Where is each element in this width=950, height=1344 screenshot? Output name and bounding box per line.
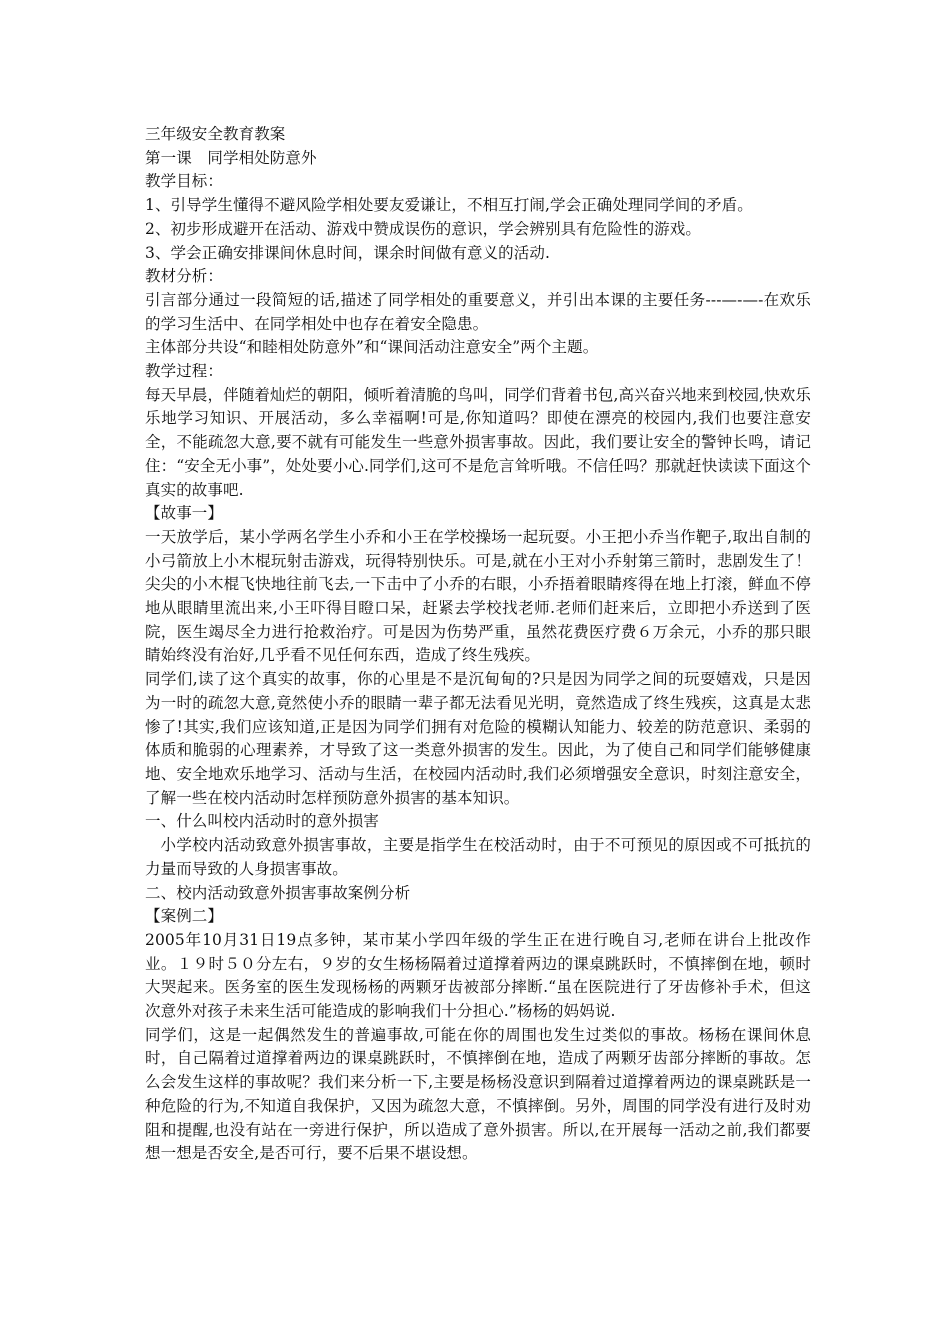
story-paragraph: 一天放学后，某小学两名学生小乔和小王在学校操场一起玩耍。小王把小乔当作靶子,取出自制的小弓箭放上小木棍玩射击游戏，玩得特别快乐。可是,就在小王对小乔射第三箭时，悲剧发生了！尖尖的小木棍飞快地往前飞去,一下击中了小乔的右眼，小乔捂着眼睛疼得在地上打滚，鲜血不停地从眼睛里流出来,小王吓得目瞪口呆，赶紧去学校找老师.老师们赶来后，立即把小乔送到了医院，医生竭尽全力进行抢救治疗。可是因为伤势严重，虽然花费医疗费６万余元，小乔的那只眼睛始终没有治好,几乎看不见任何东西，造成了终生残疾。 <box>145 527 811 665</box>
objective-item: 1、引导学生懂得不避风险学相处要友爱谦让，不相互打闹,学会正确处理同学间的矛盾。 <box>145 196 753 215</box>
objective-item: 2、初步形成避开在活动、游戏中赞成误伤的意识，学会辨别具有危险性的游戏。 <box>145 219 701 238</box>
analysis-paragraph: 主体部分共设“和睦相处防意外”和“课间活动注意安全”两个主题。 <box>145 338 599 357</box>
analysis-heading: 教材分析： <box>145 267 224 286</box>
lesson-title: 第一课 同学相处防意外 <box>145 148 317 167</box>
story-heading: 【故事一】 <box>145 504 224 523</box>
section-paragraph: 小学校内活动致意外损害事故，主要是指学生在校活动时，由于不可预见的原因或不可抵抗的力量而导致的人身损害事故。 <box>145 836 811 878</box>
section-heading: 一、什么叫校内活动时的意外损害 <box>145 812 380 831</box>
objective-item: 3、学会正确安排课间休息时间，课余时间做有意义的活动. <box>145 243 550 262</box>
case-heading: 【案例二】 <box>145 907 224 926</box>
analysis-paragraph: 引言部分通过一段简短的话,描述了同学相处的重要意义，并引出本课的主要任务---—-—-在欢乐的学习生活中、在同学相处中也存在着安全隐患。 <box>145 290 811 333</box>
process-heading: 教学过程： <box>145 362 224 381</box>
objectives-heading: 教学目标： <box>145 172 224 191</box>
case-paragraph: 同学们，这是一起偶然发生的普遍事故,可能在你的周围也发生过类似的事故。杨杨在课间休息时，自己隔着过道撑着两边的课桌跳跃时，不慎摔倒在地，造成了两颗牙齿部分摔断的事故。怎么会发生这样的事故呢？我们来分析一下,主要是杨杨没意识到隔着过道撑着两边的课桌跳跃是一种危险的行为,不知道自我保护，又因为疏忽大意，不慎摔倒。另外，周围的同学没有进行及时劝阻和提醒,也没有站在一旁进行保护，所以造成了意外损害。所以,在开展每一活动之前,我们都要想一想是否安全,是否可行，要不后果不堪设想。 <box>145 1025 811 1163</box>
section-heading: 二、校内活动致意外损害事故案例分析 <box>145 883 411 902</box>
story-paragraph: 同学们,读了这个真实的故事，你的心里是不是沉甸甸的?只是因为同学之间的玩耍嬉戏，只是因为一时的疏忽大意,竟然使小乔的眼睛一辈子都无法看见光明，竟然造成了终生残疾，这真是太悲惨了!其实,我们应该知道,正是因为同学们拥有对危险的模糊认知能力、较差的防范意识、柔弱的体质和脆弱的心理素养，才导致了这一类意外损害的发生。因此，为了使自己和同学们能够健康地、安全地欢乐地学习、活动与生活，在校园内活动时,我们必须增强安全意识，时刻注意安全，了解一些在校内活动时怎样预防意外损害的基本知识。 <box>145 670 811 807</box>
process-paragraph: 每天早晨，伴随着灿烂的朝阳，倾听着清脆的鸟叫，同学们背着书包,高兴奋兴地来到校园,快欢乐乐地学习知识、开展活动，多么幸福啊!可是,你知道吗？即使在漂亮的校园内,我们也要注意安全，不能疏忽大意,要不就有可能发生一些意外损害事故。因此，我们要让安全的警钟长鸣，请记住：“安全无小事”，处处要小心.同学们,这可不是危言耸听哦。不信任吗？那就赶快读读下面这个真实的故事吧. <box>145 385 811 499</box>
document-title: 三年级安全教育教案 <box>145 125 286 143</box>
document-body <box>145 123 811 1166</box>
case-paragraph: 2005年10月31日19点多钟，某市某小学四年级的学生正在进行晚自习,老师在讲台上批改作业。１９时５０分左右，９岁的女生杨杨隔着过道撑着两边的课桌跳跃时，不慎摔倒在地，顿时大哭起来。医务室的医生发现杨杨的两颗牙齿被部分摔断.“虽在医院进行了牙齿修补手术，但这次意外对孩子未来生活可能造成的影响我们十分担心.”杨杨的妈妈说. <box>145 930 811 1021</box>
